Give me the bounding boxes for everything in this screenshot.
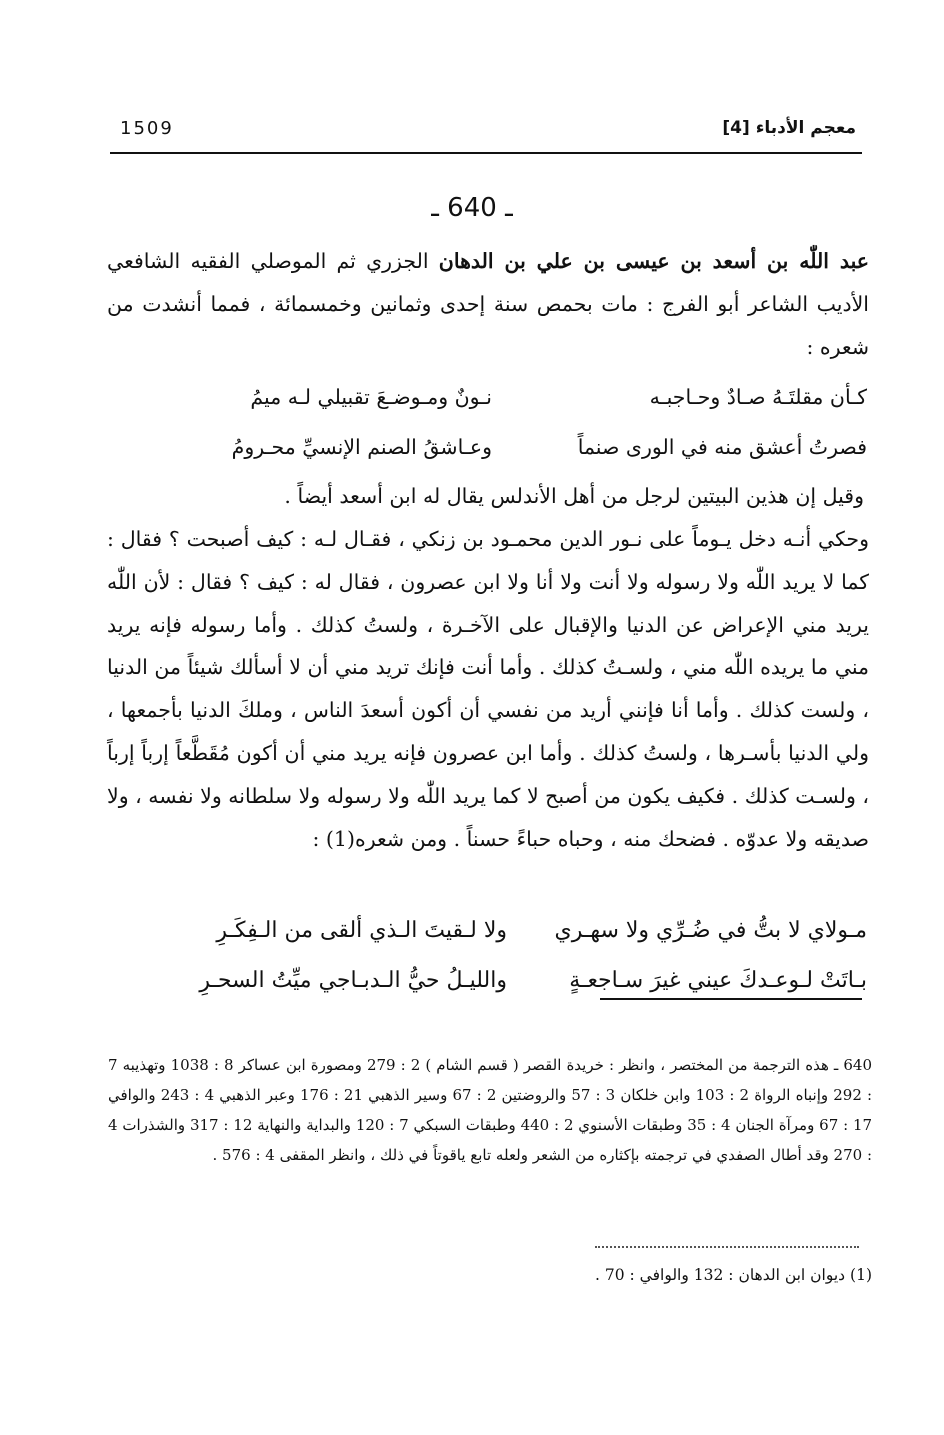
poem-hemistich-first: مـولاي لا بتُّ في ضُـرِّي ولا سهـري	[554, 918, 867, 943]
dotted-divider	[595, 1246, 859, 1248]
poem-hemistich-second: ولا لـقيتَ الـذي ألقى من الـفِكَـرِ	[216, 918, 507, 943]
poem-line	[107, 906, 867, 956]
subject-name: عبد اللّٰه بن أسعد بن عيسى بن علي بن الدهان	[438, 249, 869, 273]
intro-text: الجزري ثم الموصلي الفقيه الشافعي الأديب الشاعر أبو الفرج : مات بحمص سنة إحدى وثمانين وخمسمائة ، فمما أنشدت من شعره :	[107, 249, 869, 359]
entry-intro	[107, 240, 869, 369]
poem-line	[107, 422, 867, 472]
entry-number: ـ 640 ـ	[431, 193, 513, 223]
header-divider	[110, 152, 862, 154]
attribution-note: وقيل إن هذين البيتين لرجل من أهل الأندلس يقال له ابن أسعد أيضاً .	[284, 484, 864, 508]
footnote-1: (1) ديوان ابن الدهان : 132 والوافي : 70 .	[595, 1266, 872, 1284]
poem-hemistich-first: كـأن مقلتَـهُ صـادٌ وحـاجبـه	[649, 385, 867, 409]
poem-block-1	[107, 372, 867, 472]
page-number: 1509	[120, 118, 174, 139]
poem-hemistich-first: فصرتُ أعشق منه في الورى صنماً	[577, 435, 867, 459]
footnote-sources: 640 ـ هذه الترجمة من المختصر ، وانظر : خريدة القصر ( قسم الشام ) 2 : 279 ومصورة ابن عساكر 8 : 1038 وتهذيبه 7 : 292 وإنباه الرواة 2 : 103 وابن خلكان 3 : 57 والروضتين 2 : 67 وسير الذهبي 21 : 176 وعبر الذهبي 4 : 243 والوافي 17 : 67 ومرآة الجنان 4 : 35 وطبقات الأسنوي 2 : 440 وطبقات السبكي 7 : 120 والبداية والنهاية 12 : 317 والشذرات 4 : 270 وقد أطال الصفدي في ترجمته بإكثاره من الشعر ولعله تابع ياقوتاً في ذلك ، وانظر المقفى 4 : 576 .	[108, 1056, 873, 1164]
poem-line	[107, 372, 867, 422]
poem-hemistich-second: والليـلُ حيُّ الـدبـاجي ميِّتُ السحـرِ	[199, 968, 507, 993]
poem-hemistich-first: بـاتَتْ لـوعـدكَ عيني غيرَ سـاجعـةٍ	[569, 968, 867, 993]
footnote-divider	[600, 998, 862, 1000]
running-title: معجم الأدباء [4]	[722, 118, 856, 138]
poem-block-2	[107, 906, 867, 1006]
page-header	[120, 118, 856, 152]
anecdote-paragraph: وحكي أنـه دخل يـوماً على نـور الدين محمـود بن زنكي ، فقـال لـه : كيف أصبحت ؟ فقال : كما لا يريد اللّٰه ولا رسوله ولا أنت ولا أنا ولا ابن عصرون ، فقال له : كيف ؟ فقال : لأن اللّٰه يريد مني الإعراض عن الدنيا والإقبال على الآخـرة ، ولستُ كذلك . وأما رسوله فإنه يريد مني ما يريده اللّٰه مني ، ولسـتُ كذلك . وأما أنت فإنك تريد مني أن لا أسألك شيئاً من الدنيا ، ولست كذلك . وأما أنا فإنني أريد من نفسي أن أكون أسعدَ الناس ، وملكَ الدنيا بأجمعها ، ولي الدنيا بأسـرها ، ولستُ كذلك . وأما ابن عصرون فإنه يريد مني أن أكون مُقَطَّعاً إرباً إرباً ، ولسـت كذلك . فكيف يكون من أصبح لا كما يريد اللّٰه ولا رسوله ولا سلطانه ولا نفسه ، ولا صديقه ولا عدوّه . فضحك منه ، وحباه حباءً حسناً . ومن شعره(1) :	[107, 527, 869, 851]
poem-hemistich-second: نـونٌ ومـوضـعَ تقبيلي لـه ميمُ	[250, 385, 492, 409]
poem-hemistich-second: وعـاشقُ الصنم الإنسيِّ محـرومُ	[231, 435, 492, 459]
